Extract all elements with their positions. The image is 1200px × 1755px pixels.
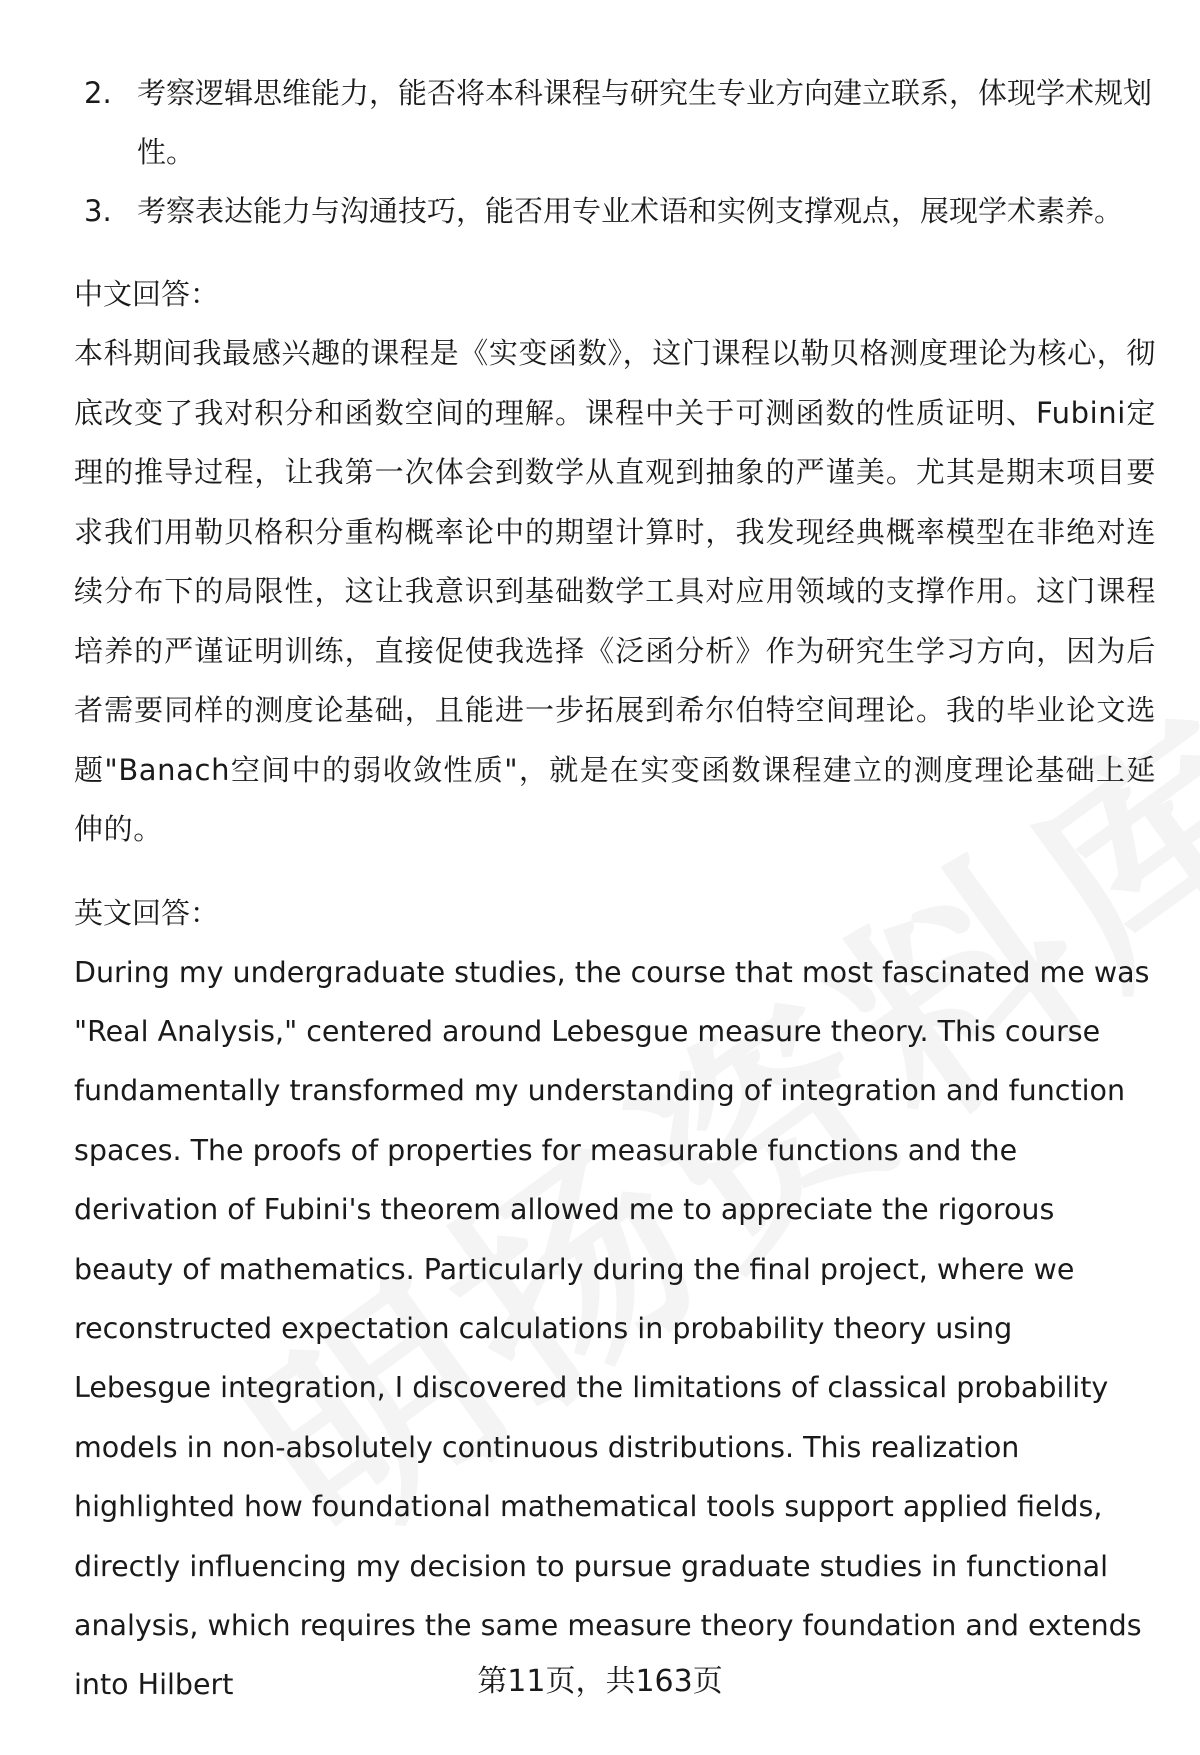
chinese-answer-body: 本科期间我最感兴趣的课程是《实变函数》，这门课程以勒贝格测度理论为核心，彻底改变了我对积分和函数空间的理解。课程中关于可测函数的性质证明、Fubini定理的推导过程，让我第一次体会到数学从直观到抽象的严谨美。尤其是期末项目要求我们用勒贝格积分重构概率论中的期望计算时，我发现经典概率模型在非绝对连续分布下的局限性，这让我意识到基础数学工具对应用领域的支撑作用。这门课程培养的严谨证明训练，直接促使我选择《泛函分析》作为研究生学习方向，因为后者需要同样的测度论基础，且能进一步拓展到希尔伯特空间理论。我的毕业论文选题"Banach空间中的弱收敛性质"，就是在实变函数课程建立的测度理论基础上延伸的。 bbox=[74, 336, 1156, 846]
list-item bbox=[84, 64, 1156, 182]
list-item-text: 考察表达能力与沟通技巧，能否用专业术语和实例支撑观点，展现学术素养。 bbox=[137, 194, 1124, 228]
list-item-number: 2. bbox=[84, 76, 112, 110]
english-answer-body: During my undergraduate studies, the course that most fascinated me was "Real Analysis," centered around Lebesgue measure theory. This course fundamentally transformed my understanding of integration and function spaces. The proofs of properties for measurable functions and the derivation of Fubini's theorem allowed me to appreciate the rigorous beauty of mathematics. Particularly during the final project, where we reconstructed expectation calculations in probability theory using Lebesgue integration, I discovered the limitations of classical probability models in non-absolutely continuous distributions. This realization highlighted how foundational mathematical tools support applied fields, directly influencing my decision to pursue graduate studies in functional analysis, which requires the same measure theory foundation and extends into Hilbert bbox=[74, 955, 1150, 1702]
list-item bbox=[84, 182, 1156, 241]
page-number-footer: 第11页，共163页 bbox=[477, 1664, 723, 1699]
list-item-text: 考察逻辑思维能力，能否将本科课程与研究生专业方向建立联系，体现学术规划性。 bbox=[137, 76, 1153, 169]
list-item-number: 3. bbox=[84, 194, 112, 228]
english-answer-label: 英文回答： bbox=[74, 895, 220, 930]
chinese-answer-label: 中文回答： bbox=[74, 277, 220, 311]
page-content bbox=[74, 64, 1156, 1715]
